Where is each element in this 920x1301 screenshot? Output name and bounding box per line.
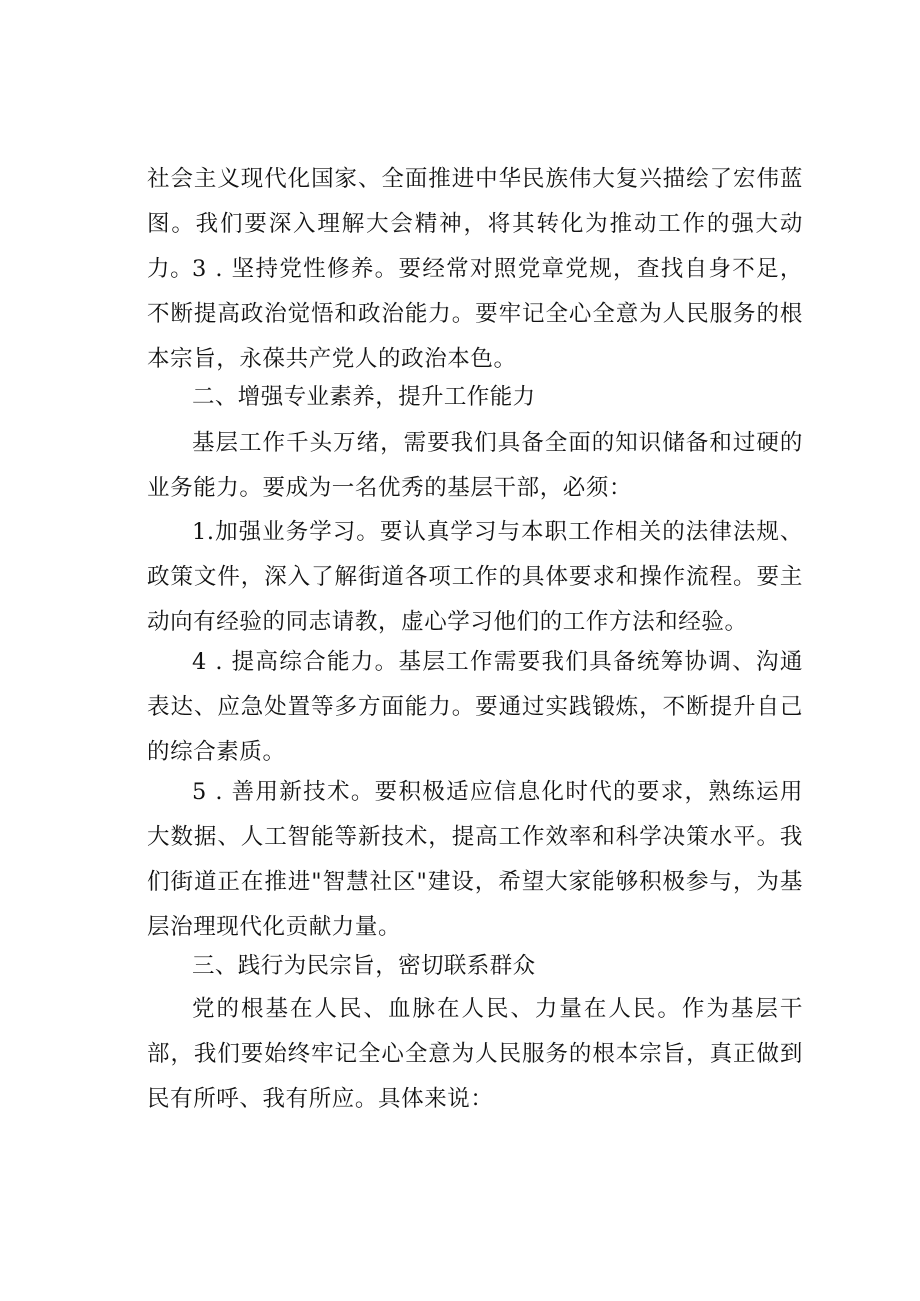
paragraph-item-5-technology: 5 . 善用新技术。要积极适应信息化时代的要求，熟练运用大数据、人工智能等新技术，提高工作效率和科学决策水平。我们街道正在推进"智慧社区"建设，希望大家能够积极参与，为基层治理现代化贡献力量。 <box>147 779 803 940</box>
paragraph-section-2-intro: 基层工作千头万绪，需要我们具备全面的知识储备和过硬的业务能力。要成为一名优秀的基层干部，必须： <box>147 430 803 501</box>
paragraph-item-1-study: 1.加强业务学习。要认真学习与本职工作相关的法律法规、政策文件，深入了解街道各项工作的具体要求和操作流程。要主动向有经验的同志请教，虚心学习他们的工作方法和经验。 <box>147 519 803 635</box>
section-heading-3: 三、践行为民宗旨，密切联系群众 <box>192 953 536 979</box>
paragraph-item-4-ability: 4 . 提高综合能力。基层工作需要我们具备统筹协调、沟通表达、应急处置等多方面能力。要通过实践锻炼，不断提升自己的综合素质。 <box>147 649 803 765</box>
paragraph-section-3-intro: 党的根基在人民、血脉在人民、力量在人民。作为基层干部，我们要始终牢记全心全意为人民服务的根本宗旨，真正做到民有所呼、我有所应。具体来说： <box>147 996 803 1112</box>
paragraph-continuation: 社会主义现代化国家、全面推进中华民族伟大复兴描绘了宏伟蓝图。我们要深入理解大会精神，将其转化为推动工作的强大动力。 <box>147 166 803 282</box>
paragraph-item-3-party-spirit: 3 . 坚持党性修养。要经常对照党章党规，查找自身不足，不断提高政治觉悟和政治能力。要牢记全心全意为人民服务的根本宗旨，永葆共产党人的政治本色。 <box>147 256 803 372</box>
section-heading-2: 二、增强专业素养，提升工作能力 <box>192 384 536 410</box>
